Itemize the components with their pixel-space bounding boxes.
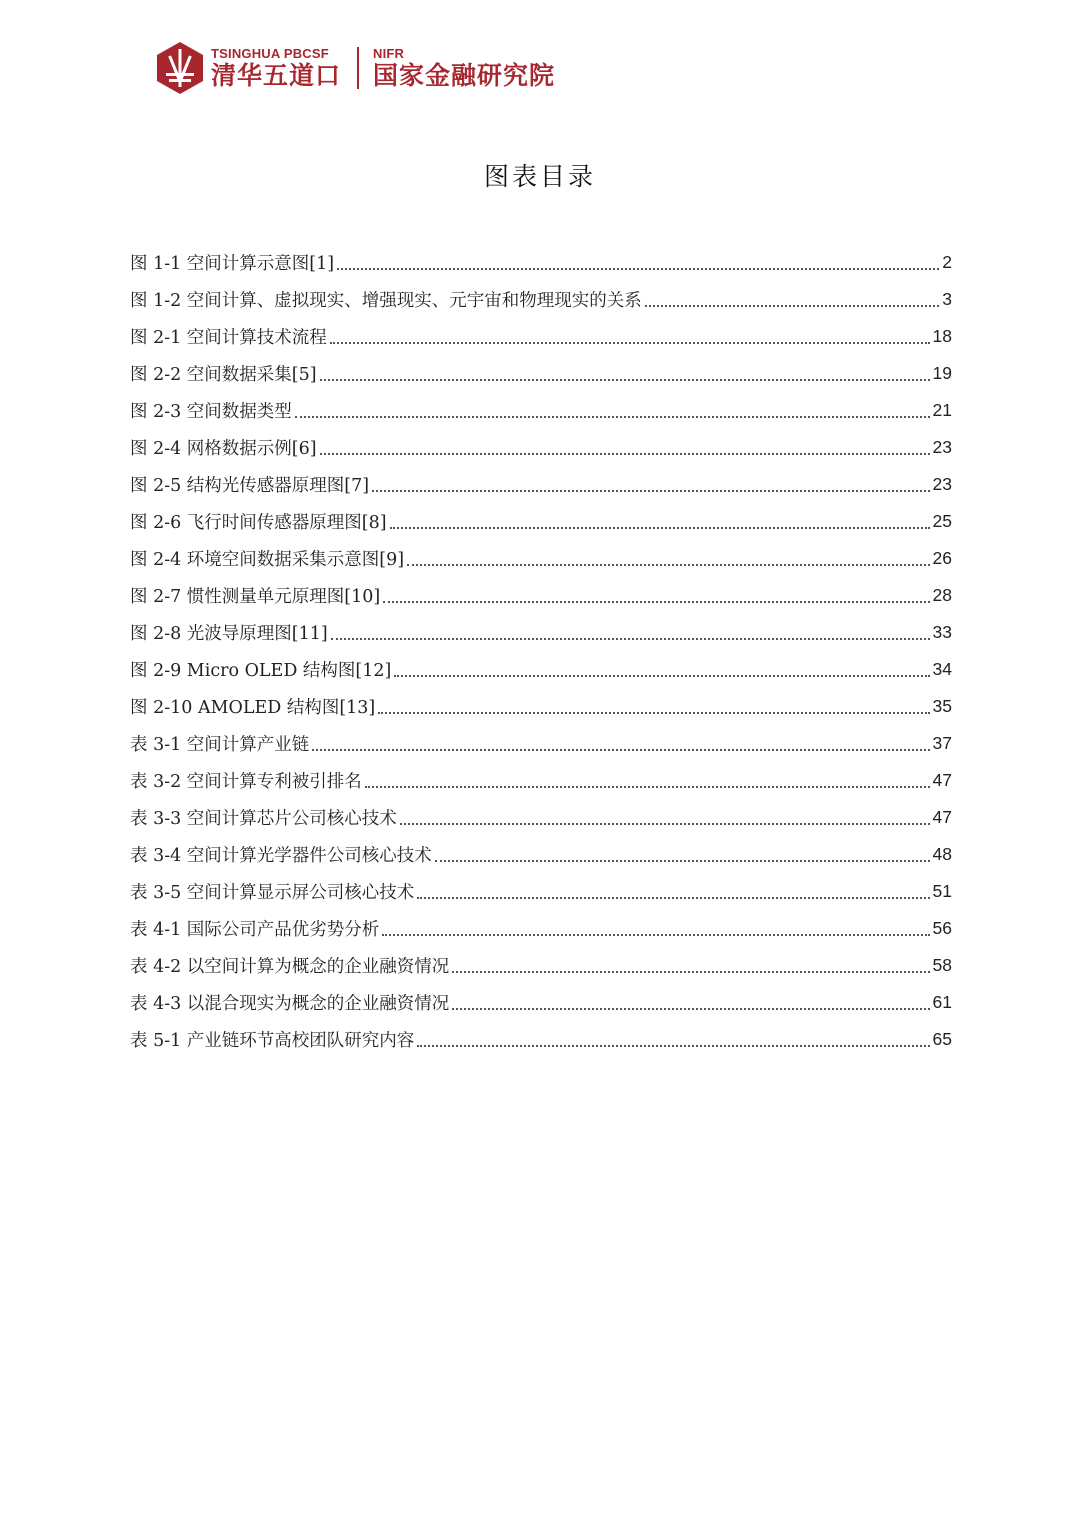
- toc-entry-label: 图 2-4 环境空间数据采集示意图[9]: [130, 550, 405, 570]
- toc-dot-leader: [407, 564, 929, 566]
- toc-entry[interactable]: [130, 762, 952, 799]
- toc-entry-label: 表 3-2 空间计算专利被引排名: [130, 772, 362, 792]
- page-title: 图表目录: [483, 162, 596, 191]
- institute-chinese-name: 国家金融研究院: [373, 60, 556, 90]
- toc-entry[interactable]: [130, 355, 952, 392]
- toc-entry-label: 表 4-2 以空间计算为概念的企业融资情况: [130, 957, 450, 977]
- toc-dot-leader: [645, 305, 939, 307]
- toc-entry[interactable]: [130, 836, 952, 873]
- toc-entry-page-number: 47: [932, 770, 952, 790]
- toc-entry-page-number: 26: [932, 548, 952, 568]
- toc-dot-leader: [372, 490, 929, 492]
- toc-entry[interactable]: [130, 392, 952, 429]
- toc-entry-label: 表 3-3 空间计算芯片公司核心技术: [130, 809, 397, 829]
- toc-dot-leader: [378, 712, 929, 714]
- brand-primary: [211, 46, 341, 91]
- toc-entry[interactable]: [130, 984, 952, 1021]
- toc-dot-leader: [330, 342, 930, 344]
- toc-entry-page-number: 28: [932, 585, 952, 605]
- toc-entry[interactable]: [130, 910, 952, 947]
- toc-entry[interactable]: [130, 503, 952, 540]
- toc-entry-label: 图 1-1 空间计算示意图[1]: [130, 254, 335, 274]
- toc-dot-leader: [390, 527, 930, 529]
- toc-entry-label: 表 3-4 空间计算光学器件公司核心技术: [130, 846, 432, 866]
- toc-entry-page-number: 2: [942, 252, 952, 272]
- toc-entry[interactable]: [130, 799, 952, 836]
- toc-entry[interactable]: [130, 614, 952, 651]
- toc-entry[interactable]: [130, 244, 952, 281]
- toc-entry-page-number: 65: [932, 1029, 952, 1049]
- brand-english-name: TSINGHUA PBCSF: [211, 45, 329, 61]
- toc-entry-label: 表 4-1 国际公司产品优劣势分析: [130, 920, 380, 940]
- brand-chinese-name: 清华五道口: [211, 60, 342, 90]
- toc-dot-leader: [320, 453, 930, 455]
- toc-entry-label: 图 2-9 Micro OLED 结构图[12]: [130, 661, 392, 681]
- toc-dot-leader: [417, 897, 929, 899]
- toc-entry-label: 图 2-3 空间数据类型: [130, 402, 292, 422]
- toc-entry[interactable]: [130, 651, 952, 688]
- brand-secondary: [373, 46, 555, 91]
- toc-entry-label: 图 2-4 网格数据示例[6]: [130, 439, 317, 459]
- brand-divider: [357, 47, 359, 89]
- toc-entry-label: 图 2-8 光波导原理图[11]: [130, 624, 328, 644]
- toc-entry[interactable]: [130, 429, 952, 466]
- toc-entry-page-number: 58: [932, 955, 952, 975]
- toc-entry[interactable]: [130, 947, 952, 984]
- toc-dot-leader: [295, 416, 930, 418]
- toc-entry-page-number: 23: [932, 437, 952, 457]
- toc-dot-leader: [312, 749, 929, 751]
- toc-dot-leader: [331, 638, 930, 640]
- toc-entry-label: 表 5-1 产业链环节高校团队研究内容: [130, 1031, 415, 1051]
- toc-entry-page-number: 48: [932, 844, 952, 864]
- toc-entry-label: 图 2-5 结构光传感器原理图[7]: [130, 476, 370, 496]
- toc-entry[interactable]: [130, 725, 952, 762]
- toc-entry-page-number: 33: [932, 622, 952, 642]
- tsinghua-pbcsf-emblem-icon: [155, 41, 205, 95]
- toc-entry-page-number: 21: [932, 400, 952, 420]
- toc-entry[interactable]: [130, 577, 952, 614]
- toc-entry-page-number: 19: [932, 363, 952, 383]
- toc-entry-label: 图 2-7 惯性测量单元原理图[10]: [130, 587, 381, 607]
- toc-dot-leader: [320, 379, 930, 381]
- toc-dot-leader: [394, 675, 929, 677]
- toc-dot-leader: [400, 823, 930, 825]
- toc-entry-page-number: 18: [932, 326, 952, 346]
- toc-entry[interactable]: [130, 540, 952, 577]
- toc-entry-label: 图 2-10 AMOLED 结构图[13]: [130, 698, 376, 718]
- toc-entry-page-number: 37: [932, 733, 952, 753]
- toc-entry-page-number: 56: [932, 918, 952, 938]
- toc-entry-label: 图 2-1 空间计算技术流程: [130, 328, 327, 348]
- toc-entry[interactable]: [130, 873, 952, 910]
- toc-entry-page-number: 61: [932, 992, 952, 1012]
- toc-dot-leader: [435, 860, 930, 862]
- toc-entry-page-number: 3: [942, 289, 952, 309]
- toc-dot-leader: [452, 971, 929, 973]
- toc-entry-label: 表 3-1 空间计算产业链: [130, 735, 310, 755]
- toc-dot-leader: [383, 601, 929, 603]
- toc-entry-label: 图 2-2 空间数据采集[5]: [130, 365, 317, 385]
- toc-entry[interactable]: [130, 318, 952, 355]
- toc-dot-leader: [365, 786, 930, 788]
- toc-dot-leader: [452, 1008, 929, 1010]
- table-of-figures: [130, 244, 952, 1058]
- toc-entry-page-number: 35: [932, 696, 952, 716]
- toc-entry[interactable]: [130, 688, 952, 725]
- toc-entry-page-number: 25: [932, 511, 952, 531]
- toc-entry-label: 表 4-3 以混合现实为概念的企业融资情况: [130, 994, 450, 1014]
- toc-entry-page-number: 47: [932, 807, 952, 827]
- institute-english-name: NIFR: [373, 45, 405, 61]
- toc-entry-page-number: 23: [932, 474, 952, 494]
- toc-entry-page-number: 51: [932, 881, 952, 901]
- toc-entry-label: 图 1-2 空间计算、虚拟现实、增强现实、元宇宙和物理现实的关系: [130, 291, 642, 311]
- toc-dot-leader: [337, 268, 939, 270]
- toc-dot-leader: [417, 1045, 929, 1047]
- toc-entry[interactable]: [130, 466, 952, 503]
- toc-dot-leader: [382, 934, 929, 936]
- toc-entry[interactable]: [130, 1021, 952, 1058]
- toc-entry[interactable]: [130, 281, 952, 318]
- page-header: [155, 40, 555, 96]
- toc-entry-page-number: 34: [932, 659, 952, 679]
- toc-entry-label: 图 2-6 飞行时间传感器原理图[8]: [130, 513, 387, 533]
- toc-entry-label: 表 3-5 空间计算显示屏公司核心技术: [130, 883, 415, 903]
